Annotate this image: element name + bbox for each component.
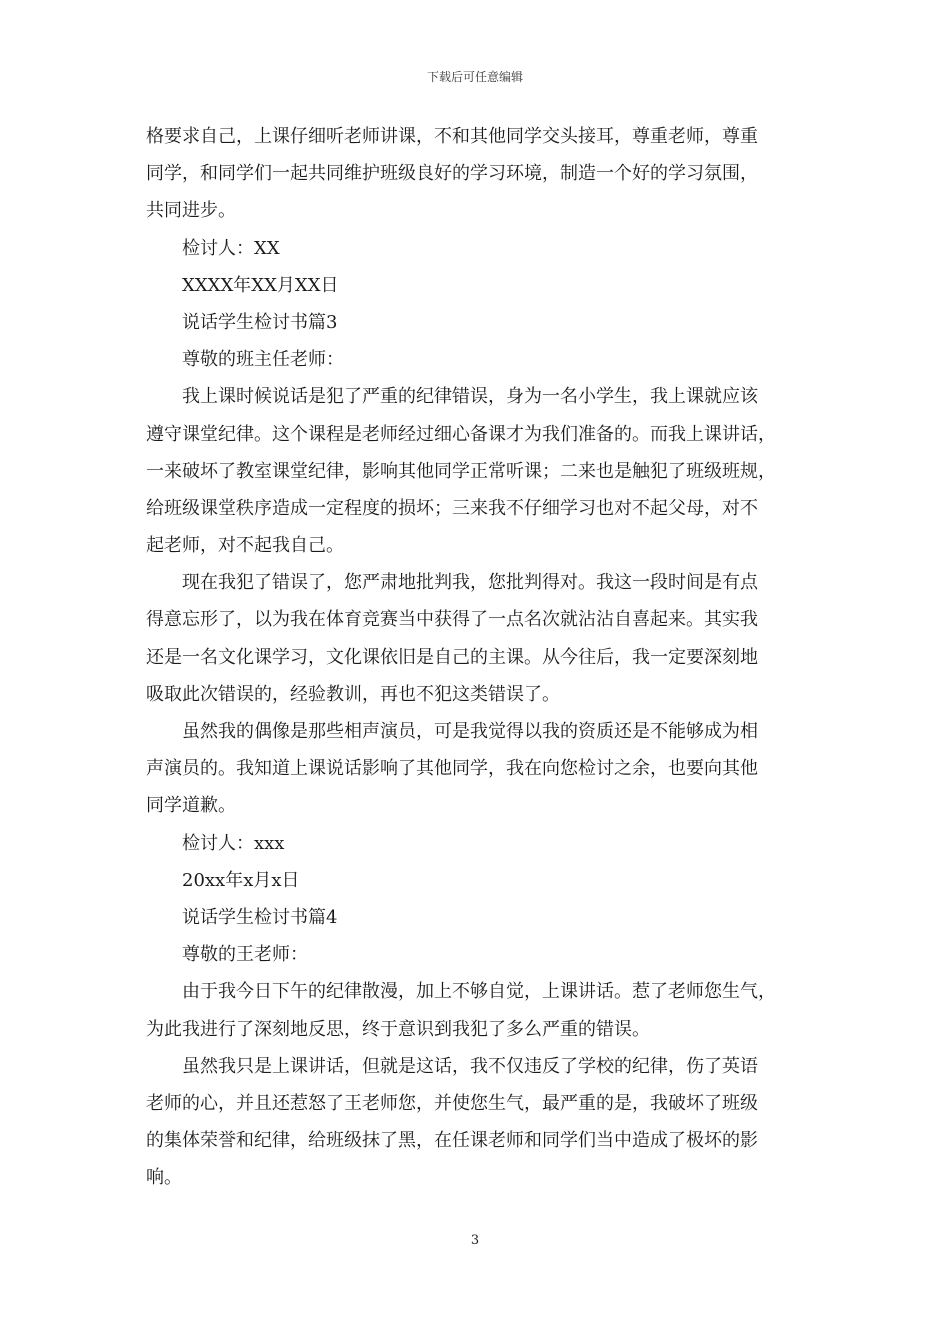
text-line: 检讨人：XX — [182, 237, 280, 259]
text-line: 说话学生检讨书篇3 — [182, 311, 338, 333]
text-line: 我上课时候说话是犯了严重的纪律错误，身为一名小学生，我上课就应该 — [182, 386, 758, 408]
text-line: 检讨人：xxx — [182, 832, 285, 854]
text-line: 尊敬的班主任老师： — [182, 349, 344, 371]
text-line: 吸取此次错误的，经验教训，再也不犯这类错误了。 — [146, 683, 560, 705]
text-line: 起老师，对不起我自己。 — [146, 535, 344, 557]
text-line: 遵守课堂纪律。这个课程是老师经过细心备课才为我们准备的。而我上课讲话， — [146, 423, 776, 445]
text-line: 现在我犯了错误了，您严肃地批判我，您批判得对。我这一段时间是有点 — [182, 572, 758, 594]
text-line: 共同进步。 — [146, 200, 236, 222]
text-line: 得意忘形了，以为我在体育竞赛当中获得了一点名次就沾沾自喜起来。其实我 — [146, 609, 758, 631]
text-line: 的集体荣誉和纪律，给班级抹了黑，在任课老师和同学们当中造成了极坏的影 — [146, 1130, 758, 1152]
text-line: 虽然我的偶像是那些相声演员，可是我觉得以我的资质还是不能够成为相 — [182, 721, 758, 742]
text-line: 同学，和同学们一起共同维护班级良好的学习环境，制造一个好的学习氛围， — [146, 163, 758, 185]
text-line: 为此我进行了深刻地反思，终于意识到我犯了多么严重的错误。 — [146, 1018, 650, 1040]
page-header: 下载后可任意编辑 — [426, 70, 523, 84]
text-line: 一来破坏了教室课堂纪律，影响其他同学正常听课；二来也是触犯了班级班规， — [146, 460, 776, 482]
text-line: 还是一名文化课学习，文化课依旧是自己的主课。从今往后，我一定要深刻地 — [146, 646, 758, 668]
text-line: 响。 — [146, 1167, 182, 1189]
text-line: 给班级课堂秩序造成一定程度的损坏；三来我不仔细学习也对不起父母，对不 — [146, 497, 758, 519]
text-line: XXXX年XX月XX日 — [182, 274, 339, 296]
text-line: 声演员的。我知道上课说话影响了其他同学，我在向您检讨之余，也要向其他 — [146, 758, 758, 780]
text-line: 老师的心，并且还惹怒了王老师您，并使您生气，最严重的是，我破坏了班级 — [146, 1092, 758, 1114]
text-line: 由于我今日下午的纪律散漫，加上不够自觉，上课讲话。惹了老师您生气， — [182, 981, 776, 1003]
text-line: 20xx年x月x日 — [182, 869, 300, 891]
page-number: 3 — [470, 1233, 480, 1248]
text-line: 同学道歉。 — [146, 795, 236, 817]
text-line: 虽然我只是上课讲话，但就是这话，我不仅违反了学校的纪律，伤了英语 — [182, 1055, 758, 1077]
text-line: 尊敬的王老师： — [182, 944, 308, 966]
text-line: 格要求自己，上课仔细听老师讲课，不和其他同学交头接耳，尊重老师，尊重 — [146, 126, 758, 147]
text-line: 说话学生检讨书篇4 — [182, 906, 338, 928]
document-body — [146, 118, 806, 1196]
